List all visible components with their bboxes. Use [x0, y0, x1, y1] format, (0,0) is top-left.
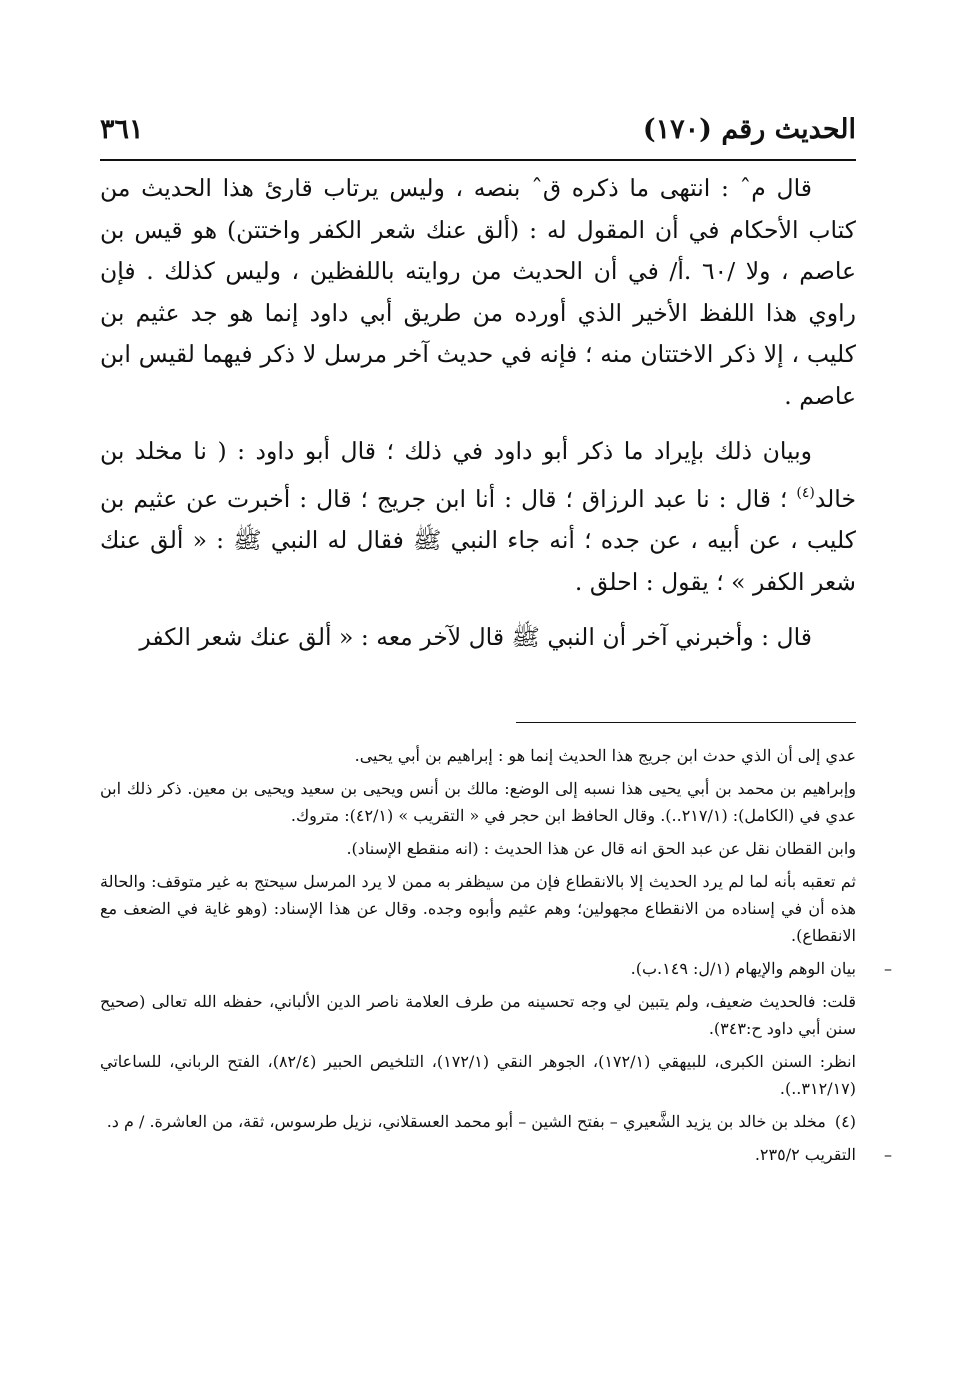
- footnote-line: وإبراهيم بن محمد بن أبي يحيى هذا نسبه إلى الوضع: مالك بن أنس ويحيى بن سعيد ويحيى بن معين. ذكر ذلك ابن عدي في (الكامل): (٢١٧/١..). وقال الحافظ ابن حجر في « التقريب » (٤٢/١): متروك.: [100, 779, 856, 825]
- footnote-line: ثم تعقبه بأنه لما لم يرد الحديث إلا بالانقطاع فإن من سيظفر به ممن لا يرد المرسل سيحتج به غير متوقف: والحالة هذه أن في إسناده من الانقطاع مجهولين؛ وهم عثيم وأبوه وجده. وقال عن هذا الإسناد: (وهو غاية في الضعف مع الانقطاع).: [100, 872, 856, 945]
- footnote-4-text: مخلد بن خالد بن يزيد الشَّعيري – بفتح الشين – أبو محمد العسقلاني، نزيل طرسوس، ثقة، من العاشرة. / م د.: [106, 1112, 826, 1131]
- footnote-marker-4: (٤): [796, 484, 815, 501]
- footnote-4: [100, 1108, 856, 1135]
- footnote-dash-item: [100, 955, 892, 982]
- footnote-separator: [516, 722, 856, 723]
- dash-marker: –: [884, 1145, 892, 1164]
- paragraph-1: قال مˆ : انتهى ما ذكره قˆ بنصه ، وليس يرتاب قارئ هذا الحديث من كتاب الأحكام في أن المقول له : (ألق عنك شعر الكفر واختتن) هو قيس بن عاصم ، ولا /٦٠ .أ/ في أن الحديث من روايته باللفظين ، وليس كذلك . فإن راوي هذا اللفظ الأخير الذي أورده من طريق أبي داود إنما هو جد عثيم بن كليب ، إلا ذكر الاختتان منه ؛ فإنه في حديث آخر مرسل لا ذكر فيهما لقيس ابن عاصم .: [100, 174, 856, 410]
- footnotes: [100, 742, 892, 1174]
- page-number: ٣٦١: [100, 113, 144, 145]
- paragraph-2-text-b: ؛ قال : نا عبد الرزاق ؛ قال : أنا ابن جريج ؛ قال : أخبرت عن عثيم بن كليب ، عن أبيه ، عن جده ؛ أنه جاء النبي ﷺ فقال له النبي ﷺ : « ألق عنك شعر الكفر » ؛ يقول : احلق .: [100, 484, 856, 596]
- footnote-number: (٤): [834, 1112, 856, 1131]
- footnote-dash-text: التقريب ٢٣٥/٢.: [754, 1145, 856, 1164]
- page-header: [100, 104, 856, 154]
- footnote-line: قلت: فالحديث ضعيف، ولم يتبين لي وجه تحسينه من طرف العلامة ناصر الدين الألباني، حفظه الله تعالى (صحيح سنن أبي داود ح:٣٤٣).: [100, 992, 857, 1038]
- footnote-line: وابن القطان نقل عن عبد الحق انه قال عن هذا الحديث : (انه منقطع الإسناد).: [346, 839, 856, 858]
- main-text: [100, 168, 856, 659]
- header-rule: [100, 159, 856, 161]
- footnote-dash-item: [100, 1141, 892, 1168]
- paragraph-3: قال : وأخبرني آخر أن النبي ﷺ قال لآخر معه : « ألق عنك شعر الكفر: [139, 623, 812, 651]
- dash-marker: –: [884, 959, 892, 978]
- page-title: الحديث رقم (١٧٠): [642, 113, 856, 145]
- paragraph-2: [100, 431, 856, 603]
- footnote-dash-text: بيان الوهم والإيهام (١/ل: ١٤٩.ب).: [630, 959, 856, 978]
- footnote-line: عدي إلى أن الذي حدث ابن جريج هذا الحديث إنما هو : إبراهيم بن أبي يحيى.: [354, 746, 856, 765]
- paragraph-2-text-a: وبيان ذلك بإيراد ما ذكر أبو داود في ذلك ؛ قال أبو داود : ( نا مخلد بن خالد: [100, 437, 856, 513]
- footnote-line: انظر: السنن الكبرى، للبيهقي (١٧٢/١)، الجوهر النقي (١٧٢/١)، التلخيص الحبير (٨٢/٤)، الفتح الرباني، للساعاتي (٣١٢/١٧..).: [100, 1052, 856, 1098]
